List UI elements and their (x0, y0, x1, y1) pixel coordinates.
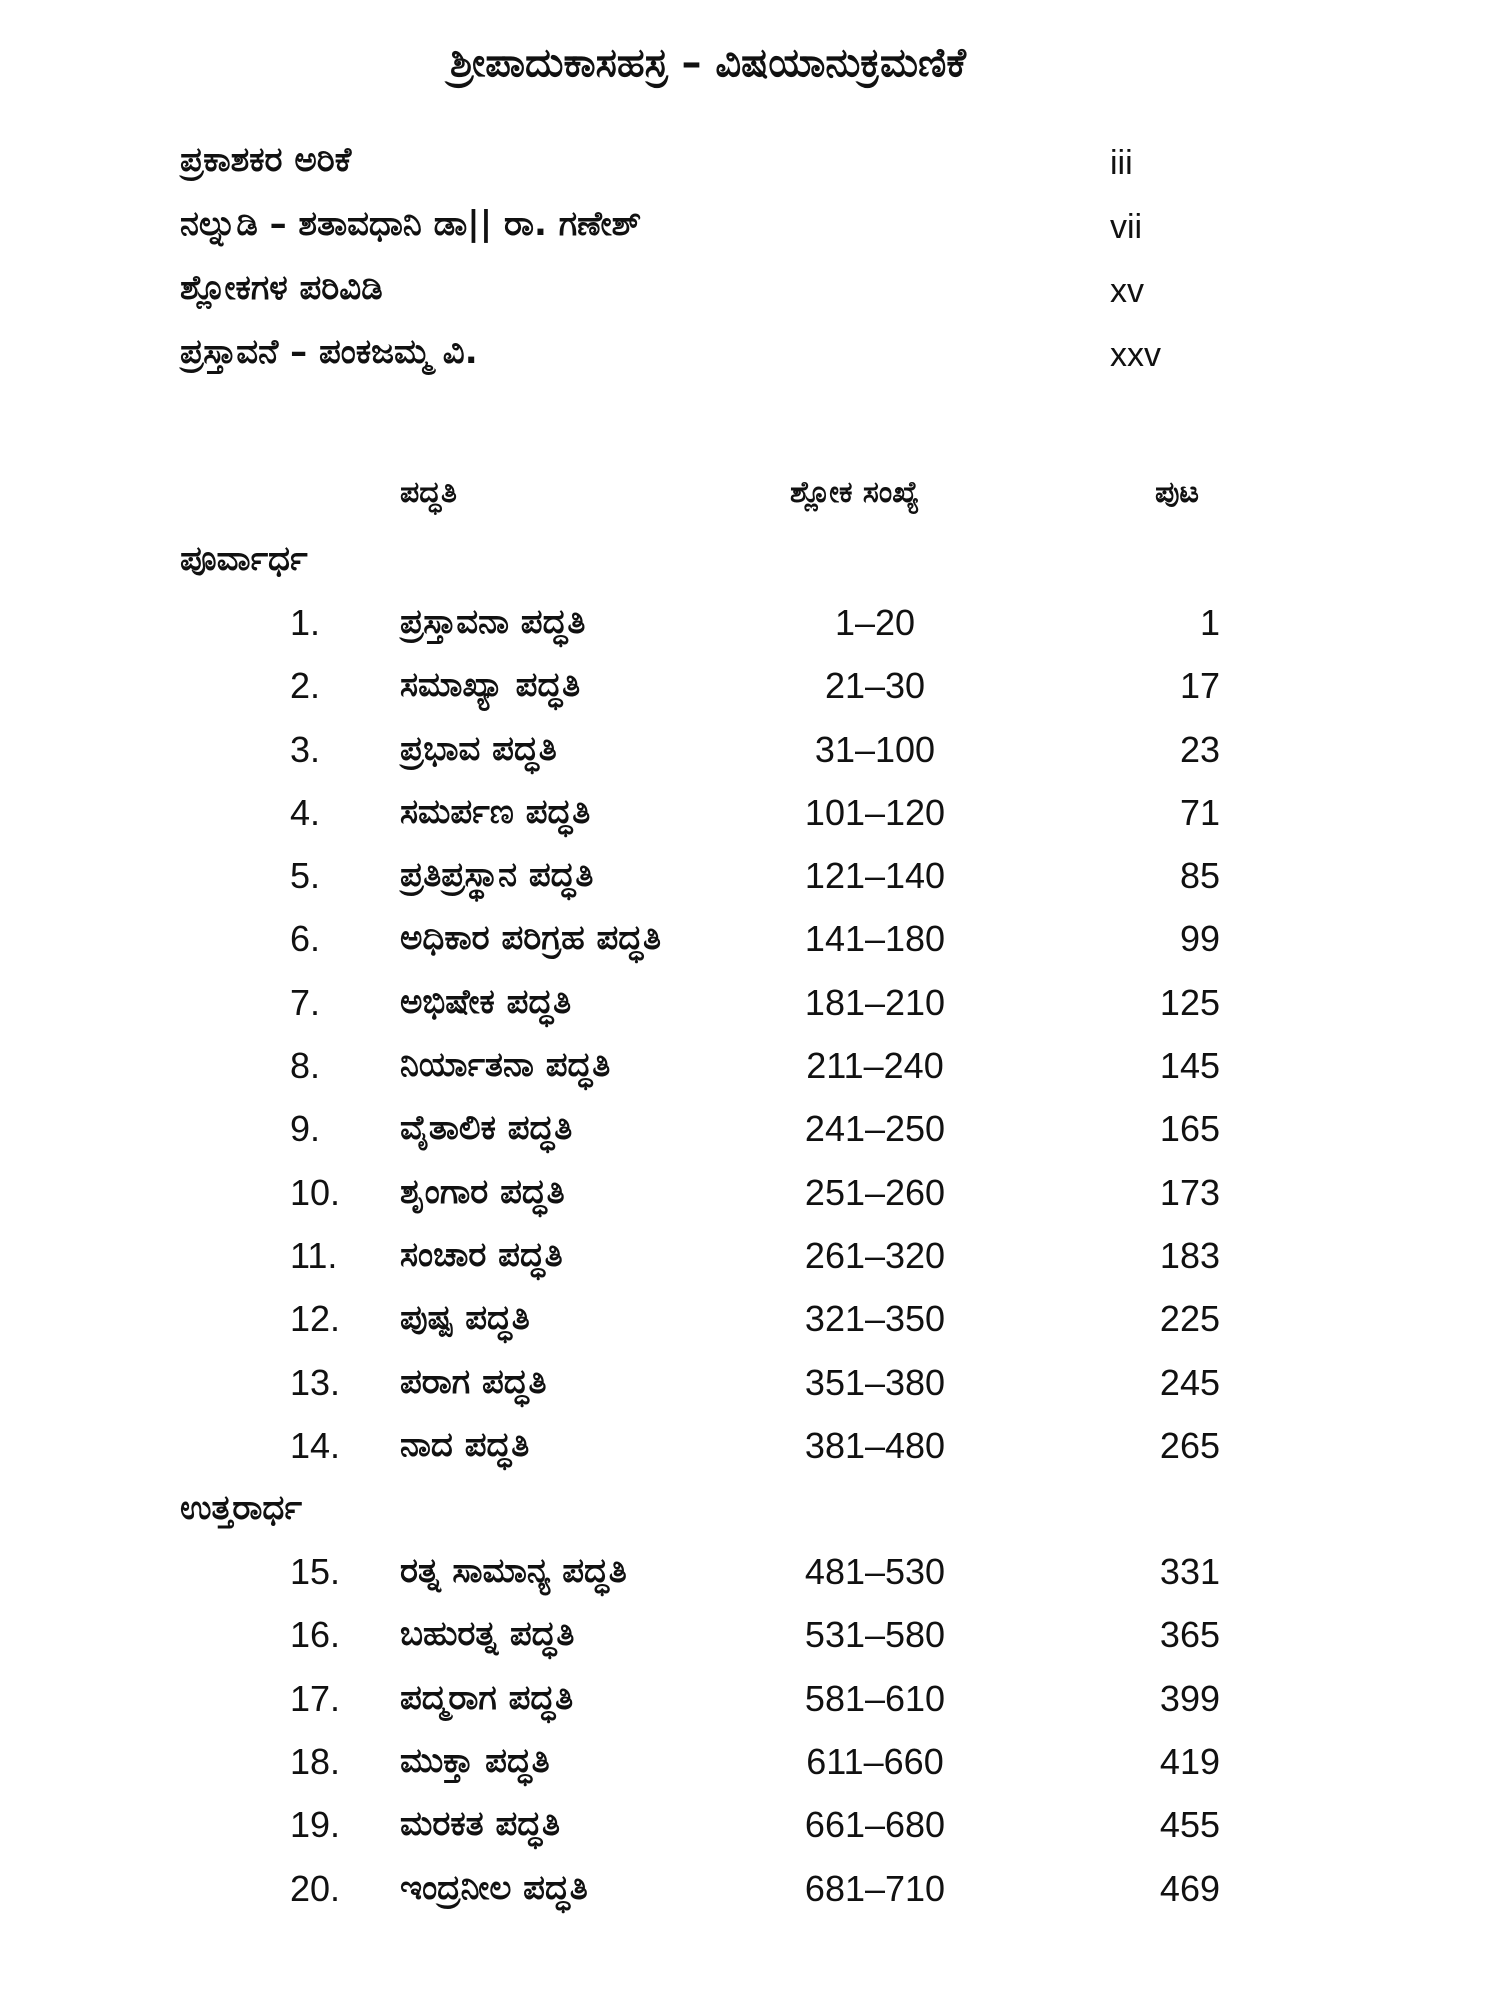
row-name: ಬಹುರತ್ನ ಪದ್ಧತಿ (400, 1614, 575, 1655)
row-number: 14. (290, 1424, 341, 1466)
row-verses: 141–180 (804, 918, 946, 960)
prelim-title: ಶ್ಲೋಕಗಳ ಪರಿವಿಡಿ (180, 268, 383, 308)
row-name: ರತ್ನ ಸಾಮಾನ್ಯ ಪದ್ಧತಿ (400, 1551, 627, 1592)
row-page: 399 (1159, 1677, 1220, 1719)
row-number: 5. (290, 855, 321, 897)
section-label: ಉತ್ತರಾರ್ಧ (180, 1488, 302, 1529)
row-page: 145 (1159, 1045, 1220, 1087)
row-number: 3. (290, 728, 321, 770)
table-row (0, 1425, 1500, 1488)
table-row (0, 1741, 1500, 1804)
table-row (0, 1804, 1500, 1867)
prelim-row (180, 332, 1180, 396)
row-page: 245 (1159, 1361, 1220, 1403)
table-row (0, 1614, 1500, 1677)
row-name: ಪ್ರಭಾವ ಪದ್ಧತಿ (400, 728, 557, 769)
table-row (0, 1362, 1500, 1425)
row-verses: 481–530 (804, 1551, 946, 1593)
row-number: 4. (290, 791, 321, 833)
row-name: ವೈತಾಲಿಕ ಪದ್ಧತಿ (400, 1108, 573, 1149)
row-number: 2. (290, 665, 321, 707)
row-name: ನಿರ್ಯಾತನಾ ಪದ್ಧತಿ (400, 1045, 611, 1086)
row-name: ಸಮರ್ಪಣ ಪದ್ಧತಿ (400, 791, 591, 832)
row-number: 19. (290, 1804, 341, 1846)
row-verses: 21–30 (824, 665, 926, 707)
table-row (0, 1045, 1500, 1108)
row-verses: 1–20 (834, 602, 916, 643)
row-number: 11. (290, 1234, 338, 1276)
prelim-page: xxv (1110, 336, 1161, 374)
row-name: ಪದ್ಮರಾಗ ಪದ್ಧತಿ (400, 1677, 574, 1718)
table-row (0, 792, 1500, 855)
header-verses: ಶ್ಲೋಕ ಸಂಖ್ಯೆ (790, 475, 920, 510)
table-row (0, 729, 1500, 792)
row-name: ಅಭಿಷೇಕ ಪದ್ಧತಿ (400, 981, 572, 1022)
row-verses: 181–210 (804, 981, 946, 1023)
row-verses: 531–580 (804, 1614, 946, 1656)
section-heading (0, 1488, 1500, 1551)
row-verses: 351–380 (804, 1361, 946, 1403)
table-row (0, 1868, 1500, 1931)
table-row (0, 982, 1500, 1045)
row-name: ಪುಷ್ಪ ಪದ್ಧತಿ (400, 1298, 530, 1339)
row-page: 469 (1159, 1867, 1220, 1909)
row-number: 20. (290, 1867, 341, 1909)
row-number: 6. (290, 918, 321, 960)
row-verses: 31–100 (814, 728, 936, 770)
prelim-title: ಪ್ರಕಾಶಕರ ಅರಿಕೆ (180, 140, 352, 180)
row-page: 173 (1159, 1171, 1220, 1213)
table-row (0, 1235, 1500, 1298)
header-name: ಪದ್ಧತಿ (400, 475, 457, 510)
row-name: ಶೃಂಗಾರ ಪದ್ಧತಿ (400, 1171, 565, 1212)
row-page: 331 (1159, 1551, 1220, 1593)
row-name: ಸಂಚಾರ ಪದ್ಧತಿ (400, 1234, 563, 1275)
row-verses: 261–320 (804, 1234, 946, 1276)
row-page: 455 (1159, 1804, 1220, 1846)
row-page: 365 (1159, 1614, 1220, 1656)
section-label: ಪೂರ್ವಾರ್ಧ (180, 539, 308, 579)
prelim-title: ನಲ್ನುಡಿ – ಶತಾವಧಾನಿ ಡಾ|| ರಾ. ಗಣೇಶ್ (180, 204, 642, 244)
row-page: 1 (1199, 602, 1220, 643)
table-row (0, 855, 1500, 918)
row-number: 15. (290, 1551, 341, 1593)
row-verses: 681–710 (804, 1867, 946, 1909)
row-name: ಮರಕತ ಪದ್ಧತಿ (400, 1804, 561, 1845)
row-page: 419 (1159, 1741, 1220, 1783)
row-name: ಪ್ರತಿಪ್ರಸ್ಥಾನ ಪದ್ಧತಿ (400, 855, 594, 896)
row-verses: 211–240 (806, 1045, 944, 1087)
table-row (0, 665, 1500, 728)
row-page: 165 (1159, 1108, 1220, 1150)
row-page: 23 (1179, 728, 1220, 770)
row-page: 225 (1159, 1298, 1220, 1340)
table-row (0, 1298, 1500, 1361)
table-row (0, 1678, 1500, 1741)
prelim-page: iii (1110, 144, 1133, 182)
row-number: 7. (290, 981, 321, 1023)
row-number: 10. (290, 1171, 341, 1213)
row-page: 17 (1179, 665, 1220, 707)
row-name: ಪರಾಗ ಪದ್ಧತಿ (400, 1361, 547, 1402)
row-name: ಮುಕ್ತಾ ಪದ್ಧತಿ (400, 1741, 550, 1782)
row-verses: 581–610 (804, 1677, 946, 1719)
row-verses: 101–120 (804, 791, 946, 833)
table-row (0, 1551, 1500, 1614)
row-number: 12. (290, 1298, 341, 1340)
prelim-page: vii (1110, 208, 1143, 246)
header-page: ಪುಟ (1155, 475, 1200, 510)
table-row (0, 1108, 1500, 1171)
row-name: ಇಂದ್ರನೀಲ ಪದ್ಧತಿ (400, 1867, 588, 1908)
page-title: ಶ್ರೀಪಾದುಕಾಸಹಸ್ರ – ವಿಷಯಾನುಕ್ರಮಣಿಕೆ (450, 40, 966, 86)
row-number: 16. (290, 1614, 341, 1656)
prelim-title: ಪ್ರಸ್ತಾವನೆ – ಪಂಕಜಮ್ಮ ವಿ. (180, 332, 478, 372)
row-page: 85 (1179, 855, 1220, 897)
table-row (0, 1172, 1500, 1235)
chapter-table (0, 475, 1500, 1931)
section-heading (0, 539, 1500, 602)
row-page: 265 (1159, 1424, 1220, 1466)
row-number: 17. (290, 1677, 341, 1719)
row-number: 8. (290, 1045, 321, 1087)
row-verses: 321–350 (804, 1298, 946, 1340)
row-page: 183 (1159, 1234, 1220, 1276)
prelim-row (180, 204, 1180, 268)
table-header (0, 475, 1500, 539)
prelim-row (180, 140, 1180, 204)
prelim-list (180, 140, 1180, 396)
row-verses: 251–260 (804, 1171, 946, 1213)
row-page: 71 (1179, 791, 1220, 833)
row-name: ಪ್ರಸ್ತಾವನಾ ಪದ್ಧತಿ (400, 602, 586, 642)
row-name: ನಾದ ಪದ್ಧತಿ (400, 1424, 530, 1465)
row-name: ಸಮಾಖ್ಯಾ ಪದ್ಧತಿ (400, 665, 581, 706)
table-row (0, 918, 1500, 981)
table-row (0, 602, 1500, 665)
row-verses: 121–140 (804, 855, 946, 897)
prelim-row (180, 268, 1180, 332)
row-number: 18. (290, 1741, 341, 1783)
row-number: 13. (290, 1361, 341, 1403)
prelim-page: xv (1110, 272, 1144, 310)
row-verses: 241–250 (804, 1108, 946, 1150)
row-name: ಅಧಿಕಾರ ಪರಿಗ್ರಹ ಪದ್ಧತಿ (400, 918, 661, 959)
row-number: 9. (290, 1108, 321, 1150)
row-verses: 611–660 (806, 1741, 944, 1783)
row-number: 1. (290, 602, 321, 643)
row-page: 99 (1179, 918, 1220, 960)
row-verses: 381–480 (804, 1424, 946, 1466)
row-page: 125 (1159, 981, 1220, 1023)
row-verses: 661–680 (804, 1804, 946, 1846)
